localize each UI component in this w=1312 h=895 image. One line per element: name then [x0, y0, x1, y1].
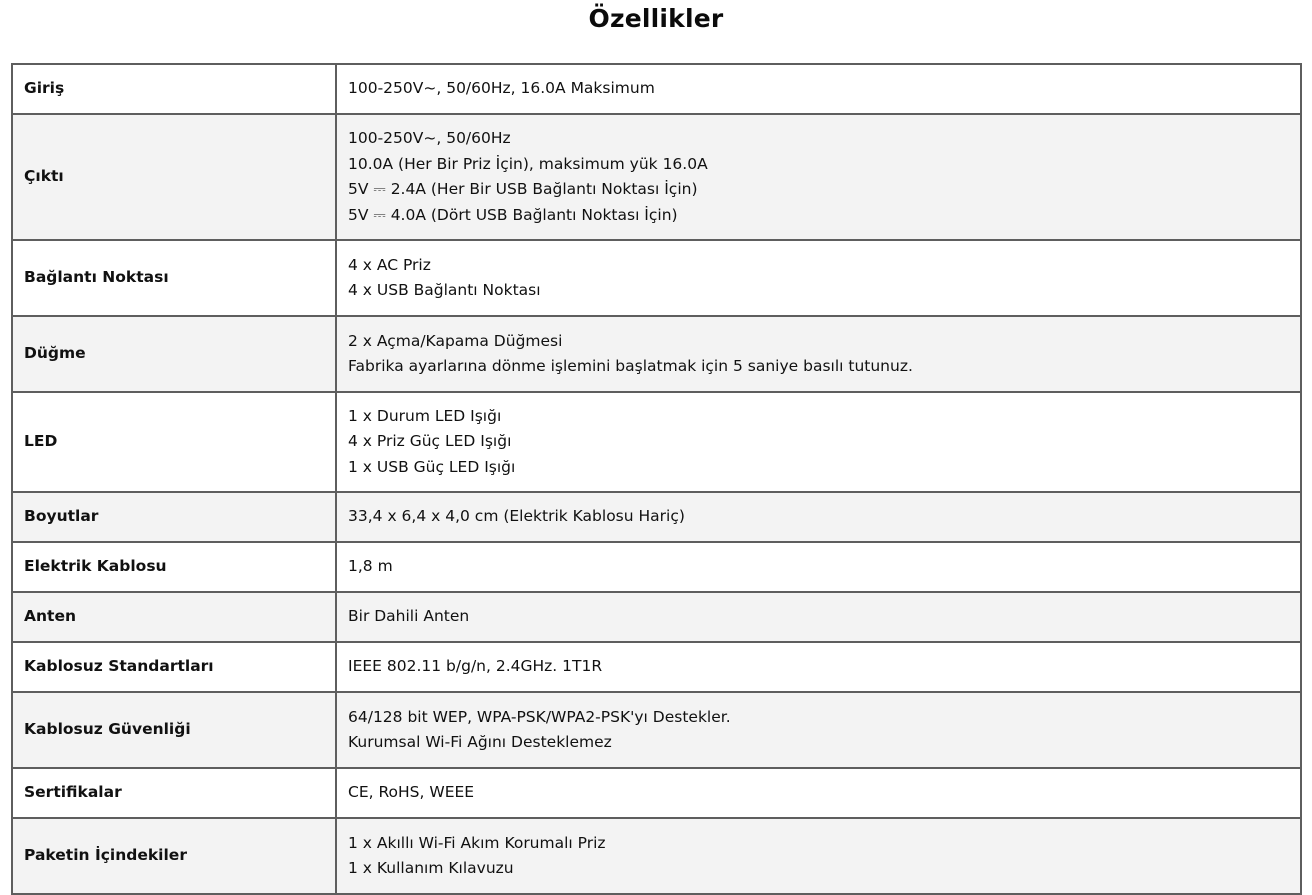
- spec-value-line: 4 x Priz Güç LED Işığı: [348, 432, 512, 451]
- spec-value: [336, 592, 1301, 642]
- spec-label: Boyutlar: [12, 492, 336, 542]
- spec-value: [336, 392, 1301, 492]
- spec-value: [336, 316, 1301, 392]
- spec-value-line: 10.0A (Her Bir Priz İçin), maksimum yük 16.0A: [348, 154, 708, 173]
- spec-value-line: IEEE 802.11 b/g/n, 2.4GHz. 1T1R: [348, 657, 603, 676]
- spec-value: [336, 492, 1301, 542]
- spec-value-line: Bir Dahili Anten: [348, 607, 470, 626]
- spec-label: Çıktı: [12, 114, 336, 240]
- spec-row: [12, 316, 1301, 392]
- spec-label: Kablosuz Standartları: [12, 642, 336, 692]
- spec-label: Paketin İçindekiler: [12, 818, 336, 894]
- spec-value: [336, 114, 1301, 240]
- spec-value: [336, 768, 1301, 818]
- spec-value-line: 1 x USB Güç LED Işığı: [348, 457, 516, 476]
- spec-value-line: 4 x USB Bağlantı Noktası: [348, 281, 541, 299]
- spec-label: Kablosuz Güvenliği: [12, 692, 336, 768]
- spec-value-line: CE, RoHS, WEEE: [348, 783, 475, 802]
- spec-row: [12, 392, 1301, 492]
- spec-row: [12, 64, 1301, 114]
- spec-value: [336, 692, 1301, 768]
- spec-value: [336, 240, 1301, 316]
- spec-value: [336, 542, 1301, 592]
- spec-label: Giriş: [12, 64, 336, 114]
- spec-row: [12, 240, 1301, 316]
- spec-value-line: 100-250V~, 50/60Hz, 16.0A Maksimum: [348, 79, 655, 98]
- spec-value-line: 5V ⎓ 2.4A (Her Bir USB Bağlantı Noktası İçin): [348, 180, 698, 198]
- spec-value-line: 4 x AC Priz: [348, 255, 431, 274]
- spec-value-line: 1 x Durum LED Işığı: [348, 406, 502, 425]
- spec-value-line: 33,4 x 6,4 x 4,0 cm (Elektrik Kablosu Hariç): [348, 507, 685, 526]
- spec-label: Anten: [12, 592, 336, 642]
- spec-label: LED: [12, 392, 336, 492]
- spec-row: [12, 492, 1301, 542]
- spec-value: [336, 818, 1301, 894]
- spec-row: [12, 692, 1301, 768]
- spec-value: [336, 64, 1301, 114]
- spec-value-line: 1 x Akıllı Wi-Fi Akım Korumalı Priz: [348, 833, 606, 852]
- spec-label: Bağlantı Noktası: [12, 240, 336, 316]
- spec-value-line: 1 x Kullanım Kılavuzu: [348, 859, 514, 877]
- spec-value-line: 2 x Açma/Kapama Düğmesi: [348, 331, 563, 350]
- spec-value-line: 64/128 bit WEP, WPA-PSK/WPA2-PSK'yı Destekler.: [348, 707, 731, 726]
- spec-row: [12, 768, 1301, 818]
- specifications-table: [11, 63, 1302, 895]
- page-title: Özellikler: [588, 4, 724, 33]
- spec-label: Düğme: [12, 316, 336, 392]
- spec-value-line: Kurumsal Wi-Fi Ağını Desteklemez: [348, 733, 612, 751]
- spec-value: [336, 642, 1301, 692]
- spec-row: [12, 642, 1301, 692]
- spec-value-line: Fabrika ayarlarına dönme işlemini başlatmak için 5 saniye basılı tutunuz.: [348, 357, 913, 375]
- specifications-table-body: [12, 64, 1301, 894]
- spec-row: [12, 114, 1301, 240]
- spec-row: [12, 542, 1301, 592]
- spec-label: Sertifikalar: [12, 768, 336, 818]
- spec-row: [12, 818, 1301, 894]
- spec-label: Elektrik Kablosu: [12, 542, 336, 592]
- spec-value-line: 5V ⎓ 4.0A (Dört USB Bağlantı Noktası İçin): [348, 205, 678, 224]
- spec-row: [12, 592, 1301, 642]
- spec-value-line: 1,8 m: [348, 557, 393, 576]
- spec-value-line: 100-250V~, 50/60Hz: [348, 129, 511, 147]
